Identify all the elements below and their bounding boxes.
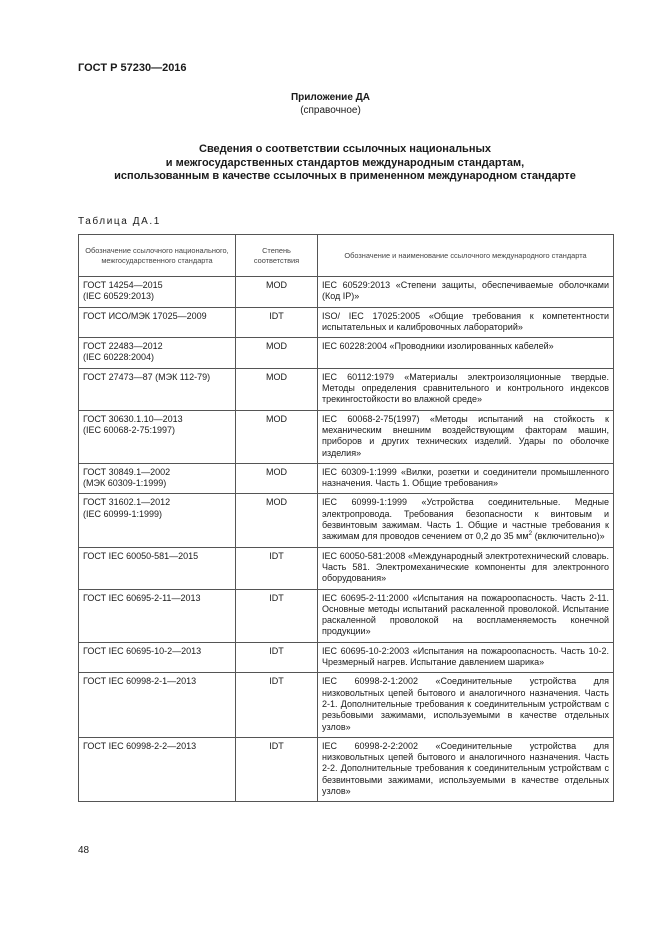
international-standard-cell: IEC 60112:1979 «Материалы электроизоляционные твердые. Методы определения сравнительного и контрольного индексов трекингостойкости во влажной среде» — [318, 368, 614, 410]
table-row — [79, 673, 614, 737]
international-standard-cell: IEC 60050-581:2008 «Международный электротехнический словарь. Часть 581. Электромеханические компоненты для электронного оборудования» — [318, 547, 614, 589]
national-standard-cell — [79, 338, 236, 369]
degree-cell: MOD — [236, 368, 318, 410]
column-header-national: Обозначение ссылочного национального, межгосударственного стандарта — [79, 235, 236, 277]
national-standard-cell — [79, 673, 236, 737]
national-standard-cell — [79, 277, 236, 308]
international-standard-cell: IEC 60068-2-75(1997) «Методы испытаний на стойкость к механическим внешним воздействующим факторам машин, приборов и других технических изделий. Удары по оболочке изделия» — [318, 410, 614, 463]
degree-cell: MOD — [236, 463, 318, 494]
degree-cell: IDT — [236, 547, 318, 589]
international-standard-text: IEC 60999-1:1999 «Устройства соединительные. Медные электропровода. Требования безопасности к винтовым и безвинтовым зажимам. Часть 1. Общие и частные требования к зажимам для проводов сечением от 0,2 до 35 мм — [322, 497, 609, 542]
table-row — [79, 547, 614, 589]
international-standard-cell: IEC 60309-1:1999 «Вилки, розетки и соединители промышленного назначения. Часть 1. Общие требования» — [318, 463, 614, 494]
national-standard-cell — [79, 494, 236, 547]
international-standard-text-tail: (включительно)» — [532, 531, 605, 542]
national-standard-cell — [79, 547, 236, 589]
table-header-row — [79, 235, 614, 277]
national-standard-text: ГОСТ 14254—2015 (IEC 60529:2013) — [83, 280, 163, 302]
national-standard-text: ГОСТ IEC 60695-2-11—2013 — [83, 592, 201, 603]
appendix-header — [0, 91, 661, 117]
international-standard-cell: IEC 60695-10-2:2003 «Испытания на пожароопасность. Часть 10-2. Чрезмерный нагрев. Испытание давлением шарика» — [318, 642, 614, 673]
heading-line: Сведения о соответствии ссылочных национальных — [199, 143, 491, 155]
international-standard-cell: IEC 60695-2-11:2000 «Испытания на пожароопасность. Часть 2-11. Основные методы испытаний раскаленной проволокой. Испытание раскаленной проволокой на воспламеняемость конечной продукции» — [318, 589, 614, 642]
international-standard-cell: IEC 60998-2-2:2002 «Соединительные устройства для низковольтных цепей бытового и аналогичного назначения. Часть 2-2. Дополнительные требования к соединительным устройствам с безвинтовыми зажимами, используемыми в качестве отдельных узлов» — [318, 737, 614, 801]
national-standard-text: ГОСТ IEC 60998-2-1—2013 — [83, 676, 197, 687]
national-standard-cell — [79, 307, 236, 338]
national-standard-text: ГОСТ IEC 60695-10-2—2013 — [83, 645, 202, 656]
degree-cell: MOD — [236, 494, 318, 547]
international-standard-cell — [318, 494, 614, 547]
heading-line: использованным в качестве ссылочных в примененном международном стандарте — [114, 170, 576, 182]
heading-line: и межгосударственных стандартов международным стандартам, — [165, 156, 525, 169]
table-label: Таблица ДА.1 — [78, 216, 161, 227]
column-header-degree: Степень соответствия — [236, 235, 318, 277]
degree-cell: MOD — [236, 410, 318, 463]
superscript: 2 — [528, 530, 533, 538]
degree-cell: IDT — [236, 673, 318, 737]
national-standard-cell — [79, 463, 236, 494]
column-header-international: Обозначение и наименование ссылочного международного стандарта — [318, 235, 614, 277]
degree-cell: IDT — [236, 642, 318, 673]
appendix-title: Приложение ДА — [290, 92, 371, 103]
national-standard-cell — [79, 589, 236, 642]
table-row — [79, 368, 614, 410]
national-standard-text: ГОСТ 31602.1—2012 (IEC 60999-1:1999) — [83, 497, 171, 519]
page-number: 48 — [78, 845, 90, 856]
degree-cell: MOD — [236, 277, 318, 308]
table-row — [79, 410, 614, 463]
table-row — [79, 494, 614, 547]
international-standard-cell: IEC 60529:2013 «Степени защиты, обеспечиваемые оболочками (Код IP)» — [318, 277, 614, 308]
national-standard-cell — [79, 737, 236, 801]
national-standard-text: ГОСТ 22483—2012 (IEC 60228:2004) — [83, 341, 163, 363]
national-standard-text: ГОСТ 30630.1.10—2013 (IEC 60068-2-75:1997) — [83, 413, 183, 435]
table-row — [79, 338, 614, 369]
international-standard-cell: ISO/ IEC 17025:2005 «Общие требования к компетентности испытательных и калибровочных лабораторий» — [318, 307, 614, 338]
degree-cell: IDT — [236, 589, 318, 642]
national-standard-cell — [79, 410, 236, 463]
national-standard-text: ГОСТ IEC 60050-581—2015 — [83, 550, 199, 561]
national-standard-text: ГОСТ 30849.1—2002 (МЭК 60309-1:1999) — [83, 466, 171, 489]
table-row — [79, 307, 614, 338]
table-row — [79, 463, 614, 494]
national-standard-text: ГОСТ ИСО/МЭК 17025—2009 — [83, 310, 207, 321]
table-row — [79, 642, 614, 673]
degree-cell: MOD — [236, 338, 318, 369]
national-standard-cell — [79, 642, 236, 673]
table-row — [79, 737, 614, 801]
degree-cell: IDT — [236, 737, 318, 801]
international-standard-cell: IEC 60228:2004 «Проводники изолированных кабелей» — [318, 338, 614, 369]
section-heading — [78, 143, 612, 184]
national-standard-text: ГОСТ 27473—87 (МЭК 112-79) — [83, 371, 211, 382]
appendix-subtitle: (справочное) — [300, 105, 361, 116]
document-code: ГОСТ Р 57230—2016 — [78, 62, 187, 74]
national-standard-cell — [79, 368, 236, 410]
standards-table — [78, 234, 614, 802]
table-row — [79, 277, 614, 308]
table-row — [79, 589, 614, 642]
international-standard-cell: IEC 60998-2-1:2002 «Соединительные устройства для низковольтных цепей бытового и аналогичного назначения. Часть 2-1. Дополнительные требования к соединительным устройствам с резьбовыми зажимами, используемыми в качестве отдельных узлов» — [318, 673, 614, 737]
degree-cell: IDT — [236, 307, 318, 338]
national-standard-text: ГОСТ IEC 60998-2-2—2013 — [83, 740, 197, 751]
